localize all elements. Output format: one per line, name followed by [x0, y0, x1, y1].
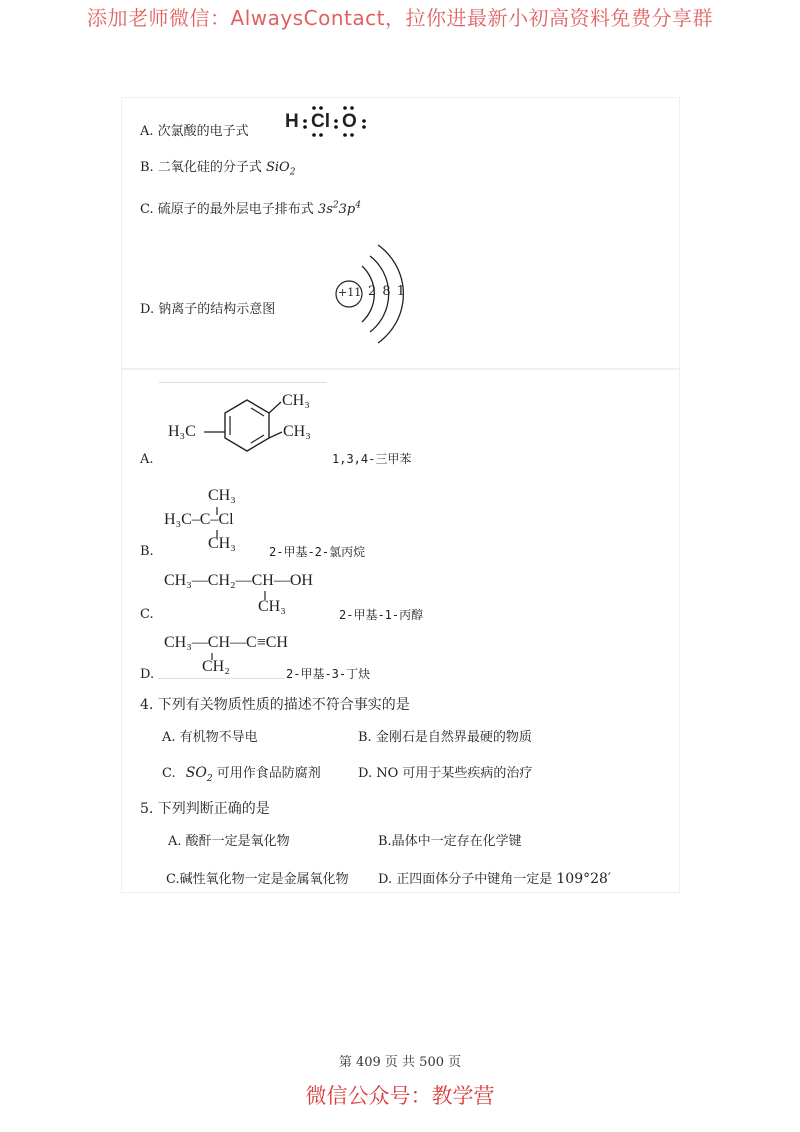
option-c-label: C. [140, 607, 154, 622]
option-label: B. [140, 160, 154, 175]
question-4-stem: 4. 下列有关物质性质的描述不符合事实的是 [140, 697, 410, 713]
top-watermark: 添加老师微信：AlwaysContact，拉你进最新小初高资料免费分享群 [87, 6, 713, 30]
electron-dots [285, 104, 375, 138]
option-text: 钠离子的结构示意图 [158, 302, 276, 317]
branch-group: CH₃ [258, 598, 286, 615]
option-b-name: 2-甲基-2-氯丙烷 [269, 545, 366, 559]
divider-line [159, 382, 327, 383]
question-5-option-c: C.碱性氧化物一定是金属氧化物 [166, 872, 349, 887]
option-a-row [140, 120, 249, 139]
bond-lines [164, 570, 364, 620]
option-d-name: 2-甲基-3-丁炔 [286, 667, 371, 681]
option-label: D. [140, 302, 155, 317]
question-5-option-d: D. 正四面体分子中键角一定是 109°28′ [378, 871, 612, 887]
methyl-top: CH₃ [282, 392, 310, 409]
bond-lines [164, 483, 284, 559]
option-d-label: D. [140, 667, 155, 682]
question-4-option-d: D. NO 可用于某些疾病的治疗 [358, 766, 533, 781]
nucleus-charge: +11 [338, 286, 362, 299]
formula-sio2: SiO$_2$ [265, 160, 296, 178]
question-5-option-b: B.晶体中一定存在化学键 [378, 834, 522, 849]
question-4-option-a: A. 有机物不导电 [162, 730, 258, 745]
atom-cl: Cl [311, 111, 330, 132]
group-bottom: CH₃ [208, 535, 236, 552]
option-text: 硫原子的最外层电子排布式 [157, 202, 314, 217]
question-5-stem: 5. 下列判断正确的是 [140, 801, 270, 817]
main-chain: CH₃—CH₂—CH—OH [164, 572, 313, 589]
structure-propanol [164, 570, 364, 620]
atom-h: H [285, 111, 299, 132]
bottom-watermark: 微信公众号：教学营 [305, 1084, 495, 1108]
structure-chloropropane [164, 483, 284, 559]
electron-configuration: $3s^23p^4$ [317, 200, 361, 217]
divider-line [158, 678, 284, 679]
option-label: C. [140, 202, 154, 217]
option-b-row [140, 156, 295, 178]
sodium-ion-structure-diagram [332, 236, 442, 346]
option-c-row [140, 198, 361, 217]
option-c-name: 2-甲基-1-丙醇 [339, 608, 424, 622]
methyl-right: CH₃ [283, 423, 311, 440]
option-label: A. [140, 124, 154, 139]
question-4-option-b: B. 金刚石是自然界最硬的物质 [358, 730, 532, 745]
main-chain: CH₃—CH—C≡CH [164, 634, 288, 651]
option-d-row [140, 298, 275, 317]
option-text: 二氧化硅的分子式 [157, 160, 262, 175]
question-panel-naming [121, 369, 680, 893]
branch-group: CH₂ [202, 658, 230, 675]
question-4-option-c: C. $SO_2$ 可用作食品防腐剂 [162, 765, 321, 784]
methyl-left: H₃C [168, 423, 196, 440]
option-text: 次氯酸的电子式 [157, 124, 249, 139]
electron-dot-formula [285, 104, 375, 138]
option-a-label: A. [140, 452, 154, 467]
structure-trimethylbenzene [162, 386, 322, 466]
shell-electrons: 2 8 1 [368, 284, 407, 299]
atom-o: O [342, 111, 357, 132]
question-5-option-a: A. 酸酐一定是氧化物 [168, 834, 290, 849]
main-chain: H₃C–C–Cl [164, 511, 234, 528]
group-top: CH₃ [208, 487, 236, 504]
option-b-label: B. [140, 544, 154, 559]
option-a-name: 1,3,4-三甲苯 [332, 452, 412, 466]
page-number-footer: 第 409 页 共 500 页 [338, 1055, 462, 1070]
question-panel-chem-terms [121, 97, 680, 369]
